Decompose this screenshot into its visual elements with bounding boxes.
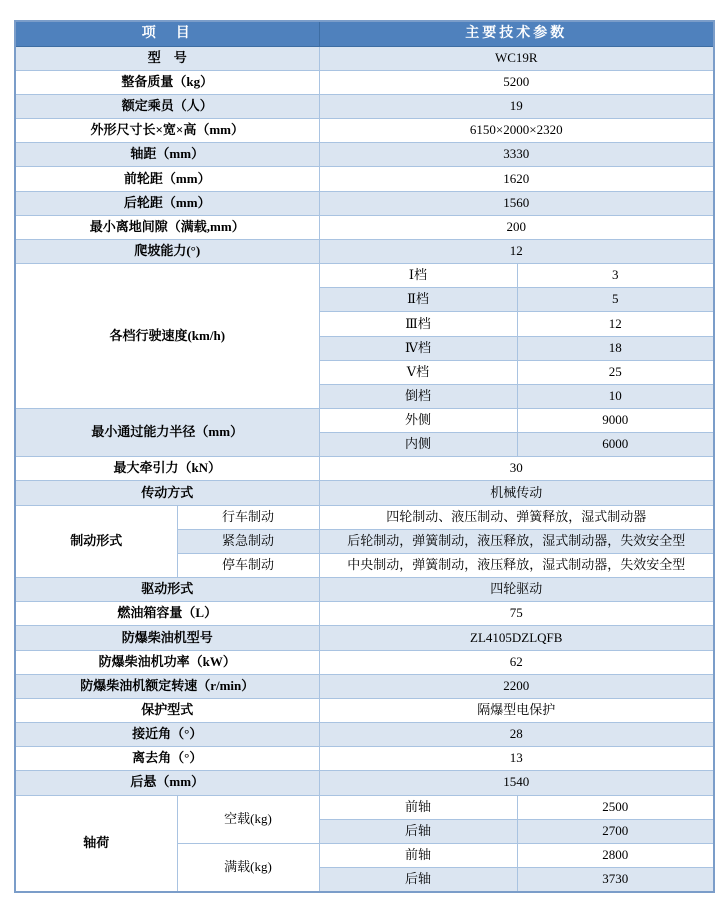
gear-value: 18: [517, 336, 714, 360]
axle-value: 3730: [517, 867, 714, 892]
row-label: 最大牵引力（kN）: [15, 457, 319, 481]
row-label: 后悬（mm）: [15, 771, 319, 795]
table-row-rear-overhang: [15, 771, 714, 795]
row-label: 保护型式: [15, 698, 319, 722]
header-cell-item: 项 目: [15, 21, 319, 46]
brake-desc: 四轮制动、液压制动、弹簧释放，湿式制动器: [319, 505, 714, 529]
row-label: 防爆柴油机额定转速（r/min）: [15, 674, 319, 698]
radius-side: 内侧: [319, 433, 517, 457]
axle-load-condition: 空载(kg): [177, 795, 319, 843]
table-row-departure-angle: [15, 747, 714, 771]
row-value: 75: [319, 602, 714, 626]
row-value: 1620: [319, 167, 714, 191]
table-row-rear-track: [15, 191, 714, 215]
table-row-fuel-tank: [15, 602, 714, 626]
table-row-front-track: [15, 167, 714, 191]
gear-name: Ⅲ档: [319, 312, 517, 336]
gear-value: 25: [517, 360, 714, 384]
gear-name: 倒档: [319, 384, 517, 408]
gear-name: Ⅴ档: [319, 360, 517, 384]
axle-name: 前轴: [319, 795, 517, 819]
row-label: 额定乘员（人）: [15, 94, 319, 118]
row-value: 19: [319, 94, 714, 118]
row-value: ZL4105DZLQFB: [319, 626, 714, 650]
row-label: 传动方式: [15, 481, 319, 505]
table-row-wheelbase: [15, 143, 714, 167]
table-row-gear-1: [15, 264, 714, 288]
axle-load-condition: 满载(kg): [177, 843, 319, 892]
table-row-radius-outer: [15, 409, 714, 433]
table-row-brake-service: [15, 505, 714, 529]
row-value: 1560: [319, 191, 714, 215]
brake-type: 行车制动: [177, 505, 319, 529]
row-value: 5200: [319, 70, 714, 94]
table-header-row: [15, 21, 714, 46]
row-label: 离去角（°）: [15, 747, 319, 771]
row-value: 12: [319, 239, 714, 263]
row-value: 30: [319, 457, 714, 481]
table-row-axle-empty-front: [15, 795, 714, 819]
row-label: 爬坡能力(°): [15, 239, 319, 263]
gear-name: Ⅳ档: [319, 336, 517, 360]
gear-name: Ⅰ档: [319, 264, 517, 288]
table-row-ground-clearance: [15, 215, 714, 239]
row-value: 2200: [319, 674, 714, 698]
table-row-transmission: [15, 481, 714, 505]
gear-name: Ⅱ档: [319, 288, 517, 312]
table-row-max-traction: [15, 457, 714, 481]
brake-desc: 后轮制动，弹簧制动，液压释放，湿式制动器，失效安全型: [319, 529, 714, 553]
table-row-drive-type: [15, 578, 714, 602]
table-row-protection-type: [15, 698, 714, 722]
row-value: 1540: [319, 771, 714, 795]
row-value: 3330: [319, 143, 714, 167]
row-value: 6150×2000×2320: [319, 119, 714, 143]
row-label: 防爆柴油机功率（kW）: [15, 650, 319, 674]
table-row-engine-power: [15, 650, 714, 674]
radius-section-label: 最小通过能力半径（mm）: [15, 409, 319, 457]
table-row-engine-speed: [15, 674, 714, 698]
row-label: 燃油箱容量（L）: [15, 602, 319, 626]
brake-section-label: 制动形式: [15, 505, 177, 577]
table-row-dimensions: [15, 119, 714, 143]
radius-value: 9000: [517, 409, 714, 433]
radius-side: 外侧: [319, 409, 517, 433]
spec-table: [14, 20, 715, 893]
table-row-approach-angle: [15, 723, 714, 747]
axle-name: 后轴: [319, 819, 517, 843]
gear-value: 12: [517, 312, 714, 336]
row-label: 防爆柴油机型号: [15, 626, 319, 650]
row-value: 机械传动: [319, 481, 714, 505]
row-label: 最小离地间隙（满载,mm）: [15, 215, 319, 239]
header-cell-params: 主要技术参数: [319, 21, 714, 46]
row-label: 后轮距（mm）: [15, 191, 319, 215]
brake-type: 紧急制动: [177, 529, 319, 553]
brake-type: 停车制动: [177, 553, 319, 577]
table-row-engine-model: [15, 626, 714, 650]
row-value: WC19R: [319, 46, 714, 70]
row-label: 外形尺寸长×宽×高（mm）: [15, 119, 319, 143]
axle-name: 后轴: [319, 867, 517, 892]
radius-value: 6000: [517, 433, 714, 457]
row-value: 四轮驱动: [319, 578, 714, 602]
row-value: 200: [319, 215, 714, 239]
gear-value: 3: [517, 264, 714, 288]
axle-value: 2800: [517, 843, 714, 867]
row-label: 型 号: [15, 46, 319, 70]
axle-value: 2700: [517, 819, 714, 843]
row-value: 隔爆型电保护: [319, 698, 714, 722]
row-label: 驱动形式: [15, 578, 319, 602]
axle-name: 前轴: [319, 843, 517, 867]
row-label: 接近角（°）: [15, 723, 319, 747]
row-value: 62: [319, 650, 714, 674]
axle-section-label: 轴荷: [15, 795, 177, 892]
row-value: 28: [319, 723, 714, 747]
row-value: 13: [319, 747, 714, 771]
table-row-gradeability: [15, 239, 714, 263]
row-label: 整备质量（kg）: [15, 70, 319, 94]
table-row-model: [15, 46, 714, 70]
row-label: 前轮距（mm）: [15, 167, 319, 191]
row-label: 轴距（mm）: [15, 143, 319, 167]
table-row-curb-weight: [15, 70, 714, 94]
brake-desc: 中央制动，弹簧制动，液压释放，湿式制动器，失效安全型: [319, 553, 714, 577]
axle-value: 2500: [517, 795, 714, 819]
speed-section-label: 各档行驶速度(km/h): [15, 264, 319, 409]
gear-value: 10: [517, 384, 714, 408]
table-row-rated-passengers: [15, 94, 714, 118]
gear-value: 5: [517, 288, 714, 312]
